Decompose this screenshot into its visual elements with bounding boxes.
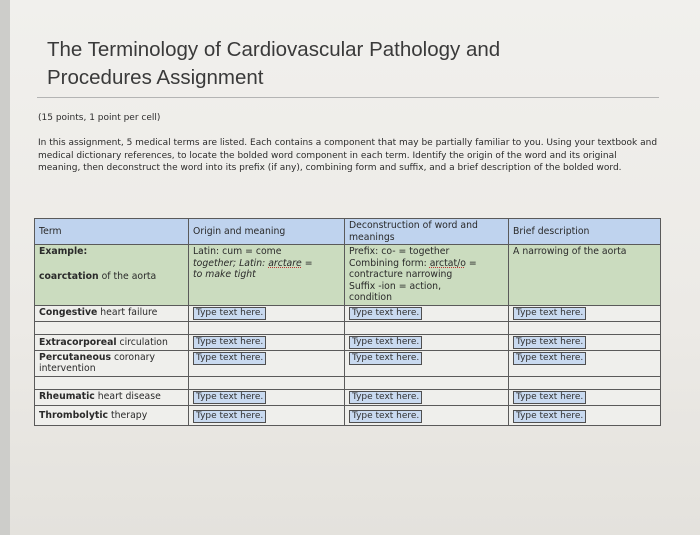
spacer-cell — [35, 321, 189, 334]
description-text-field[interactable]: Type text here. — [513, 307, 586, 320]
header-description: Brief description — [509, 219, 661, 245]
term-bold: Thrombolytic — [39, 409, 109, 421]
term-rest: heart disease — [94, 390, 161, 402]
title-line-2: Procedures Assignment — [47, 66, 264, 89]
header-row — [35, 219, 661, 245]
example-origin-line3: to make tight — [193, 269, 256, 280]
table-row — [35, 321, 661, 334]
origin-text-field[interactable]: Type text here. — [193, 336, 266, 349]
term-cell — [35, 334, 189, 350]
description-cell — [509, 389, 661, 405]
example-origin-cell — [189, 245, 345, 306]
term-cell — [35, 389, 189, 405]
origin-text-field[interactable]: Type text here. — [193, 352, 266, 365]
table-row — [35, 350, 661, 376]
term-cell — [35, 350, 189, 376]
example-term-bold: coarctation — [39, 270, 99, 282]
description-text-field[interactable]: Type text here. — [513, 336, 586, 349]
example-decon-line1: Prefix: co- = together — [349, 246, 450, 257]
header-term: Term — [35, 219, 189, 245]
origin-text-field[interactable]: Type text here. — [193, 410, 266, 423]
description-text-field[interactable]: Type text here. — [513, 410, 586, 423]
deconstruction-text-field[interactable]: Type text here. — [349, 391, 422, 404]
title-line-1: The Terminology of Cardiovascular Pathology and — [47, 38, 501, 61]
description-cell — [509, 334, 661, 350]
example-decon-line2-pre: Combining form: — [349, 257, 430, 269]
term-cell — [35, 305, 189, 321]
description-cell — [509, 305, 661, 321]
origin-cell — [189, 334, 345, 350]
example-term-rest: of the aorta — [98, 270, 157, 282]
spacer-cell — [35, 376, 189, 389]
deconstruction-text-field[interactable]: Type text here. — [349, 410, 422, 423]
points-note: (15 points, 1 point per cell) — [38, 113, 161, 123]
origin-text-field[interactable]: Type text here. — [193, 391, 266, 404]
description-text-field[interactable]: Type text here. — [513, 352, 586, 365]
table-row — [35, 334, 661, 350]
example-row — [35, 245, 661, 306]
term-rest: heart failure — [97, 306, 158, 318]
example-decon-line5: condition — [349, 292, 392, 303]
description-cell — [509, 350, 661, 376]
term-bold: Extracorporeal — [39, 336, 117, 348]
example-origin-line2-post: = — [301, 257, 313, 269]
page-title — [47, 36, 667, 92]
deconstruction-cell — [345, 389, 509, 405]
origin-cell — [189, 305, 345, 321]
description-cell — [509, 405, 661, 426]
term-bold: Percutaneous — [39, 351, 112, 363]
deconstruction-text-field[interactable]: Type text here. — [349, 307, 422, 320]
example-origin-word: arctare — [268, 257, 302, 269]
deconstruction-text-field[interactable]: Type text here. — [349, 352, 422, 365]
example-decon-line4: Suffix -ion = action, — [349, 280, 442, 292]
spacer-cell — [509, 321, 661, 334]
header-deconstruction: Deconstruction of word and meanings — [345, 219, 509, 245]
term-rest: coronary intervention — [39, 351, 155, 374]
term-rest: therapy — [108, 409, 148, 421]
deconstruction-cell — [345, 350, 509, 376]
origin-cell — [189, 350, 345, 376]
example-term-cell — [35, 245, 189, 306]
spacer-cell — [345, 376, 509, 389]
spacer-cell — [189, 376, 345, 389]
origin-cell — [189, 405, 345, 426]
description-text-field[interactable]: Type text here. — [513, 391, 586, 404]
term-rest: circulation — [116, 336, 168, 348]
title-divider — [37, 97, 659, 98]
term-bold: Congestive — [39, 306, 98, 318]
example-deconstruction-cell — [345, 245, 509, 306]
spacer-cell — [509, 376, 661, 389]
table-row — [35, 305, 661, 321]
instructions-paragraph: In this assignment, 5 medical terms are listed. Each contains a component that may be partially familiar to you. Using your textbook and medical dictionary references, to locate the bolded word component in each term. Identify the origin of the word and its original meaning, then deconstruct the word into its prefix (if any), combining form and suffix, and a brief description of the bolded word. — [38, 138, 658, 174]
example-decon-word: arctat/o — [429, 257, 466, 269]
deconstruction-cell — [345, 334, 509, 350]
example-origin-line1: Latin: cum = come — [193, 246, 282, 257]
origin-text-field[interactable]: Type text here. — [193, 307, 266, 320]
example-decon-line2-post: = — [465, 257, 477, 269]
deconstruction-cell — [345, 405, 509, 426]
example-label: Example: — [39, 246, 88, 257]
example-decon-line3: contracture narrowing — [349, 269, 453, 280]
deconstruction-text-field[interactable]: Type text here. — [349, 336, 422, 349]
term-cell — [35, 405, 189, 426]
table-row — [35, 405, 661, 426]
table-row — [35, 376, 661, 389]
spacer-cell — [189, 321, 345, 334]
deconstruction-cell — [345, 305, 509, 321]
term-bold: Rheumatic — [39, 390, 95, 402]
table-row — [35, 389, 661, 405]
origin-cell — [189, 389, 345, 405]
terminology-table — [34, 218, 661, 426]
header-origin: Origin and meaning — [189, 219, 345, 245]
example-description-cell: A narrowing of the aorta — [509, 245, 661, 306]
example-origin-line2-pre: together; Latin: — [193, 257, 269, 269]
spacer-cell — [345, 321, 509, 334]
